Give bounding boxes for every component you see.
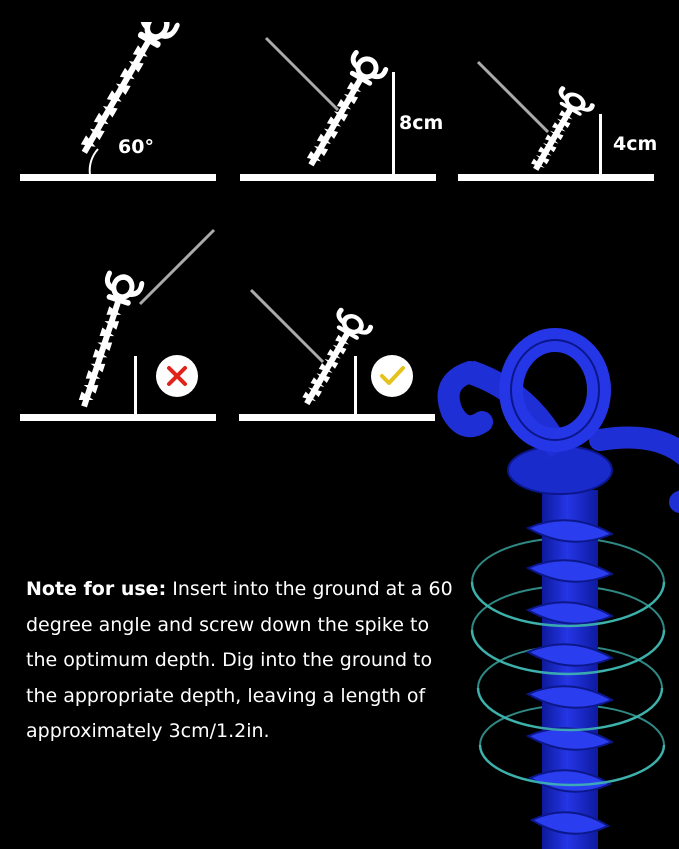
anchor-shaft: [528, 490, 612, 849]
angle-label: 60°: [118, 136, 154, 158]
usage-note: [26, 572, 466, 750]
depth-8cm-label: 8cm: [399, 112, 444, 134]
anchor-head: [449, 340, 679, 502]
usage-note-body: Insert into the ground at a 60 degree angle and screw down the spike to the optimum depth. Dig into the ground to the appropriate depth, leaving a length of approximately 3cm/1.2in.: [26, 578, 453, 742]
usage-note-heading: Note for use:: [26, 578, 167, 600]
depth-4cm-label: 4cm: [613, 133, 658, 155]
